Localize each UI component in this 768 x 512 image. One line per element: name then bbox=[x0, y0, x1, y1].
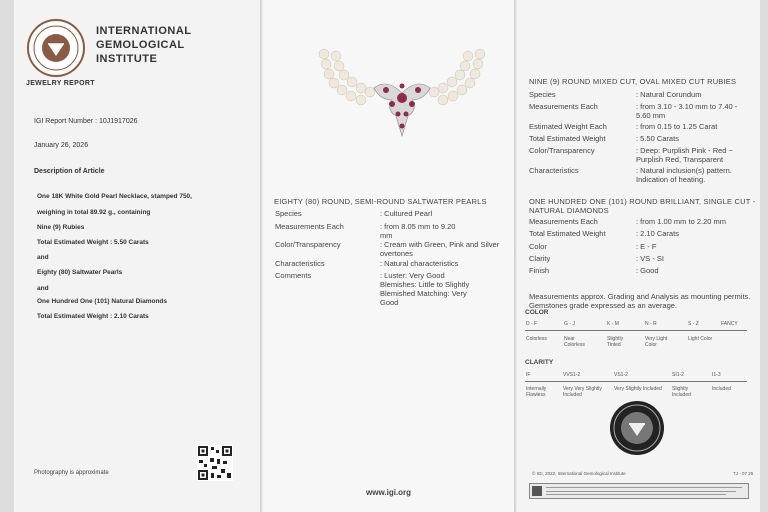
pearls-value: : Cream with Green, Pink and Silver overtones bbox=[380, 240, 500, 258]
pearls-label: Measurements Each bbox=[275, 222, 344, 231]
color-description: Near Colorless bbox=[564, 336, 585, 348]
diamonds-label: Finish bbox=[529, 266, 550, 275]
rubies-label: Measurements Each bbox=[529, 102, 598, 111]
pearls-label: Comments bbox=[275, 271, 312, 280]
color-scale-title: COLOR bbox=[525, 309, 549, 316]
pearls-label: Color/Transparency bbox=[275, 240, 341, 249]
description-heading: Description of Article bbox=[34, 168, 105, 175]
fold-line bbox=[514, 0, 517, 512]
color-grade: G - J bbox=[564, 321, 575, 327]
clarity-description: Internally Flawless bbox=[526, 386, 547, 398]
rubies-value: : Deep: Purplish Pink - Red ~ Purplish Red, Transparent bbox=[636, 146, 733, 164]
diamonds-heading: ONE HUNDRED ONE (101) ROUND BRILLIANT, SINGLE CUT - bbox=[529, 197, 756, 206]
clarity-grade: I1-3 bbox=[712, 372, 721, 378]
clarity-description: Included bbox=[712, 386, 731, 392]
color-description: Very Light Color bbox=[645, 336, 668, 348]
diamonds-label: Clarity bbox=[529, 254, 551, 263]
clarity-scale-line bbox=[525, 381, 747, 382]
security-strip-line bbox=[546, 494, 726, 495]
description-line: and bbox=[37, 285, 49, 292]
igi-logo-icon bbox=[26, 18, 86, 78]
clarity-grade: IF bbox=[526, 372, 531, 378]
clarity-grade: VVS1-2 bbox=[563, 372, 581, 378]
grading-note: Measurements approx. Grading and Analysis as mounting permits. Gemstones grade expressed as an average. bbox=[529, 292, 751, 310]
rubies-value: : Natural inclusion(s) pattern. Indication of heating. bbox=[636, 166, 732, 184]
security-strip bbox=[529, 483, 749, 499]
website-link[interactable]: www.igi.org bbox=[366, 488, 412, 497]
clarity-scale-title: CLARITY bbox=[525, 359, 554, 366]
diamonds-value: : VS - SI bbox=[636, 254, 664, 263]
description-line: One 18K White Gold Pearl Necklace, stamped 750, bbox=[37, 193, 192, 200]
rubies-label: Species bbox=[529, 90, 556, 99]
footer-code: TJ - 07 25 bbox=[733, 471, 754, 476]
color-grade: S - Z bbox=[688, 321, 699, 327]
diamonds-label: Total Estimated Weight bbox=[529, 229, 606, 238]
pearls-label: Species bbox=[275, 209, 302, 218]
report-number: IGI Report Number : 10J1917026 bbox=[34, 118, 138, 125]
color-grade: FANCY bbox=[721, 321, 738, 327]
diamonds-value: : E - F bbox=[636, 242, 657, 251]
rubies-label: Characteristics bbox=[529, 166, 579, 175]
pearls-value: : Cultured Pearl bbox=[380, 209, 433, 218]
rubies-label: Color/Transparency bbox=[529, 146, 595, 155]
color-description: Colorless bbox=[526, 336, 547, 342]
rubies-value: : Natural Corundum bbox=[636, 90, 702, 99]
qr-code-icon[interactable] bbox=[197, 445, 233, 481]
rubies-value: : 5.50 Carats bbox=[636, 134, 679, 143]
description-line: Eighty (80) Saltwater Pearls bbox=[37, 269, 123, 276]
clarity-grade: VS1-2 bbox=[614, 372, 628, 378]
rubies-label: Total Estimated Weight bbox=[529, 134, 606, 143]
rubies-value: : from 0.15 to 1.25 Carat bbox=[636, 122, 718, 131]
rubies-heading: NINE (9) ROUND MIXED CUT, OVAL MIXED CUT RUBIES bbox=[529, 77, 737, 86]
description-line: weighing in total 89.92 g., containing bbox=[37, 209, 151, 216]
color-grade: N - R bbox=[645, 321, 657, 327]
clarity-description: Slightly Included bbox=[672, 386, 691, 398]
copyright-text: © IGI, 2022, International Gemological Institute bbox=[532, 471, 626, 476]
description-line: and bbox=[37, 254, 49, 261]
clarity-grade: SI1-2 bbox=[672, 372, 684, 378]
pearls-value: : Natural characteristics bbox=[380, 259, 459, 268]
diamonds-value: : from 1.00 mm to 2.20 mm bbox=[636, 217, 727, 226]
diamonds-heading: NATURAL DIAMONDS bbox=[529, 206, 609, 215]
description-line: Nine (9) Rubies bbox=[37, 224, 85, 231]
diamonds-label: Color bbox=[529, 242, 547, 251]
security-strip-line bbox=[546, 491, 736, 492]
description-line: Total Estimated Weight : 2.10 Carats bbox=[37, 313, 149, 320]
diamonds-value: : Good bbox=[636, 266, 659, 275]
pearls-label: Characteristics bbox=[275, 259, 325, 268]
clarity-description: Very Slightly Included bbox=[614, 386, 662, 392]
igi-seal-icon bbox=[609, 400, 665, 456]
pearls-heading: EIGHTY (80) ROUND, SEMI-ROUND SALTWATER PEARLS bbox=[274, 197, 487, 206]
color-scale-line bbox=[525, 330, 747, 331]
rubies-value: : from 3.10 - 3.10 mm to 7.40 - 5.60 mm bbox=[636, 102, 738, 120]
diamonds-value: : 2.10 Carats bbox=[636, 229, 679, 238]
photo-note: Photography is approximate bbox=[34, 470, 109, 476]
color-grade: D - F bbox=[526, 321, 538, 327]
description-line: Total Estimated Weight : 5.50 Carats bbox=[37, 239, 149, 246]
pearls-value: : from 8.05 mm to 9.20 mm bbox=[380, 222, 456, 240]
color-description: Slightly Tinted bbox=[607, 336, 624, 348]
diamonds-label: Measurements Each bbox=[529, 217, 598, 226]
description-line: One Hundred One (101) Natural Diamonds bbox=[37, 298, 168, 305]
report-title: JEWELRY REPORT bbox=[26, 80, 95, 87]
security-strip-line bbox=[546, 487, 742, 488]
necklace-photo-icon bbox=[312, 48, 492, 148]
color-grade: K - M bbox=[607, 321, 619, 327]
color-description: Light Color bbox=[688, 336, 713, 342]
security-strip-icon bbox=[532, 486, 542, 496]
organization-name: INTERNATIONAL GEMOLOGICAL INSTITUTE bbox=[96, 25, 192, 65]
report-date: January 26, 2026 bbox=[34, 142, 89, 149]
clarity-description: Very Very Slightly Included bbox=[563, 386, 602, 398]
fold-line bbox=[260, 0, 263, 512]
pearls-value: : Luster: Very Good Blemishes: Little to Slightly Blemished Matching: Very Good bbox=[380, 271, 470, 307]
rubies-label: Estimated Weight Each bbox=[529, 122, 607, 131]
